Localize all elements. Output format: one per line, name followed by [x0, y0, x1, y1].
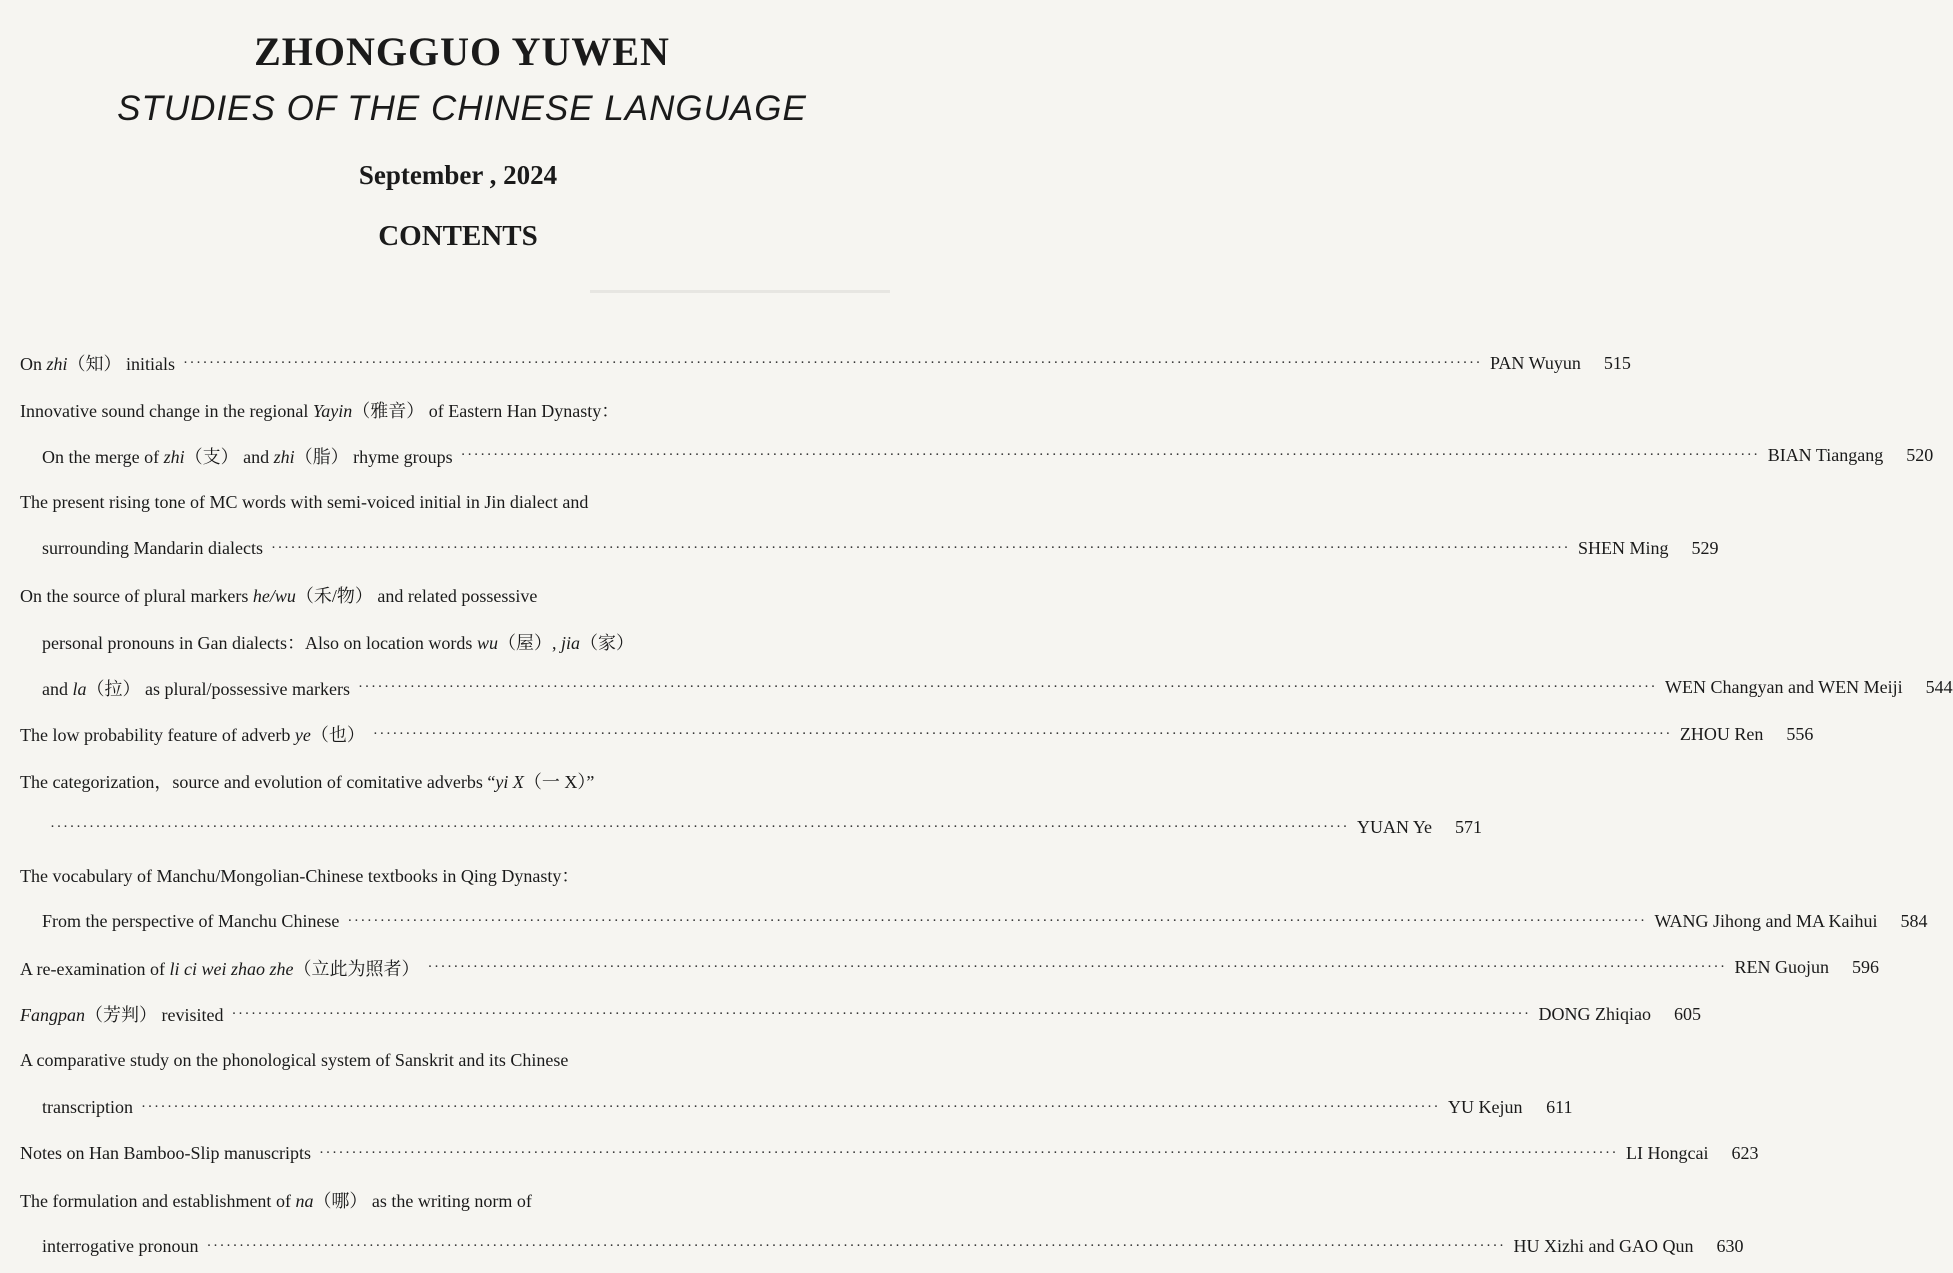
leader-dots: ········································································································································································································	[270, 540, 1570, 557]
entry-page-number: 605	[1674, 1003, 1701, 1024]
title-fragment: （雅音） of Eastern Han Dynasty：	[352, 400, 620, 421]
entry-title-text	[42, 1097, 133, 1118]
title-fragment: A comparative study on the phonological system of Sanskrit and its Chinese	[20, 1050, 569, 1071]
italic-term: yi X	[495, 771, 524, 792]
toc-entry	[20, 386, 1934, 479]
entry-author: HU Xizhi and GAO Qun	[1513, 1235, 1694, 1256]
entry-title-text	[20, 1143, 311, 1164]
entry-page-number: 529	[1691, 538, 1719, 559]
entry-author: PAN Wuyun	[1490, 352, 1581, 373]
leader-dots: ········································································································································································································	[50, 819, 1350, 836]
title-fragment: （芳判） revisited	[85, 1005, 224, 1026]
title-fragment: （禾/物） and related possessive	[295, 586, 538, 607]
title-fragment: interrogative pronoun	[42, 1235, 199, 1256]
entry-title-text	[20, 350, 175, 376]
leader-dots: ········································································································································································································	[183, 354, 1483, 371]
toc-line	[20, 340, 1631, 386]
title-fragment: The vocabulary of Manchu/Mongolian-Chinese textbooks in Qing Dynasty：	[20, 866, 580, 887]
toc-line	[20, 991, 1701, 1037]
entry-title-text	[20, 1050, 568, 1071]
title-fragment: personal pronouns in Gan dialects：Also on location words	[42, 632, 477, 653]
entry-title-text	[42, 675, 350, 701]
italic-term: li ci wei zhao zhe	[169, 958, 294, 979]
title-fragment: On the source of plural markers	[20, 586, 253, 607]
italic-term: zhi	[163, 446, 185, 467]
entry-title-text	[42, 629, 634, 655]
italic-term: jia	[560, 632, 580, 653]
toc-entry	[20, 711, 1814, 757]
title-fragment: transcription	[42, 1096, 133, 1117]
entry-page-number: 515	[1603, 352, 1631, 373]
entry-title-text	[20, 492, 588, 513]
title-fragment: （支） and	[184, 446, 274, 467]
entry-author: YU Kejun	[1448, 1096, 1523, 1117]
toc-line	[20, 758, 894, 804]
entry-title-text	[20, 721, 365, 747]
entry-page-number: 520	[1906, 445, 1934, 466]
entry-page-number: 623	[1731, 1142, 1759, 1163]
title-fragment: （知） initials	[67, 354, 176, 375]
title-fragment: The formulation and establishment of	[20, 1190, 296, 1211]
toc-line	[20, 804, 1483, 852]
entry-page-number: 571	[1455, 817, 1483, 838]
entry-page-number: 596	[1851, 957, 1879, 978]
title-fragment: Notes on Han Bamboo-Slip manuscripts	[20, 1142, 311, 1163]
title-fragment: From the perspective of Manchu Chinese	[42, 910, 340, 931]
toc-entry	[20, 340, 1631, 386]
leader-dots: ········································································································································································································	[372, 725, 1672, 742]
entry-author: LI Hongcai	[1626, 1142, 1709, 1163]
entry-page-number: 556	[1786, 723, 1814, 744]
entry-page-number: 584	[1900, 910, 1928, 931]
leader-dots: ········································································································································································································	[140, 1098, 1441, 1115]
italic-term: he/wu	[252, 586, 296, 607]
entry-author: WANG Jihong and MA Kaihui	[1654, 910, 1878, 931]
title-fragment: The low probability feature of adverb	[20, 725, 295, 746]
table-of-contents	[20, 340, 1953, 1269]
entry-title-text	[20, 1187, 532, 1213]
entry-page-number: 544	[1925, 677, 1953, 698]
toc-line	[20, 572, 894, 618]
toc-line	[20, 1223, 1744, 1269]
toc-line	[20, 386, 894, 432]
toc-line	[20, 433, 1934, 479]
title-fragment: On the merge of	[42, 446, 164, 467]
title-fragment: and	[42, 678, 73, 699]
toc-line	[20, 665, 1953, 711]
title-fragment: （脂） rhyme groups	[294, 446, 453, 467]
entry-title-text	[20, 582, 537, 608]
italic-term: Fangpan	[20, 1005, 85, 1026]
toc-entry	[20, 852, 1928, 945]
italic-term: na	[295, 1190, 314, 1211]
entry-title-text	[20, 397, 619, 423]
entry-title-text	[42, 911, 339, 932]
toc-entry	[20, 945, 1879, 991]
leader-dots: ········································································································································································································	[206, 1237, 1506, 1254]
title-fragment: （也）	[310, 725, 365, 746]
leader-dots: ········································································································································································································	[357, 679, 1657, 696]
toc-entry	[20, 991, 1701, 1037]
entry-author: BIAN Tiangang	[1767, 445, 1884, 466]
entry-title-text	[20, 1001, 223, 1027]
italic-term: zhi	[273, 446, 295, 467]
journal-title: ZHONGGUO YUWEN	[254, 29, 670, 74]
title-fragment: （哪） as the writing norm of	[313, 1190, 532, 1211]
italic-term: wu	[476, 632, 498, 653]
toc-line	[20, 1130, 1759, 1176]
title-fragment: A re-examination of	[20, 958, 170, 979]
leader-dots: ········································································································································································································	[347, 912, 1647, 929]
title-fragment: （拉） as plural/possessive markers	[86, 678, 350, 699]
leader-dots: ········································································································································································································	[231, 1005, 1531, 1022]
issue-date: September , 2024	[358, 160, 558, 190]
toc-line	[20, 711, 1814, 757]
entry-title-text	[20, 955, 419, 981]
title-fragment: The present rising tone of MC words with semi-voiced initial in Jin dialect and	[20, 491, 589, 512]
entry-page-number: 611	[1546, 1096, 1573, 1117]
contents-heading: CONTENTS	[378, 220, 538, 252]
toc-line	[20, 1037, 894, 1083]
entry-author: WEN Changyan and WEN Meiji	[1665, 677, 1903, 698]
italic-term: Yayin	[312, 400, 353, 421]
title-fragment: （屋）,	[497, 632, 561, 653]
title-fragment: On	[20, 354, 47, 375]
entry-page-number: 630	[1716, 1235, 1744, 1256]
toc-line	[20, 526, 1719, 572]
title-fragment: （立此为照者）	[293, 958, 420, 979]
entry-author: SHEN Ming	[1577, 538, 1669, 559]
title-fragment: The categorization，source and evolution of comitative adverbs “	[20, 771, 496, 792]
title-fragment: （家）	[579, 632, 634, 653]
title-fragment: surrounding Mandarin dialects	[42, 538, 263, 559]
toc-line	[20, 898, 1928, 944]
leader-dots: ········································································································································································································	[427, 959, 1727, 976]
toc-line	[20, 945, 1879, 991]
toc-entry	[20, 479, 1719, 572]
entry-title-text	[42, 538, 263, 559]
leader-dots: ········································································································································································································	[318, 1144, 1619, 1161]
toc-line	[20, 1084, 1573, 1130]
title-fragment: （一 X）”	[523, 771, 595, 792]
journal-subtitle: STUDIES OF THE CHINESE LANGUAGE	[117, 89, 807, 128]
toc-entry	[20, 758, 1483, 852]
italic-term: ye	[294, 725, 311, 746]
toc-line	[20, 852, 894, 898]
toc-entry	[20, 1130, 1759, 1176]
toc-entry	[20, 1177, 1744, 1270]
leader-dots: ········································································································································································································	[460, 447, 1760, 464]
entry-author: REN Guojun	[1734, 957, 1829, 978]
entry-author: DONG Zhiqiao	[1538, 1003, 1651, 1024]
italic-term: la	[72, 678, 87, 699]
entry-title-text	[20, 862, 579, 888]
toc-entry	[20, 572, 1953, 711]
toc-entry	[20, 1037, 1573, 1130]
toc-line	[20, 1177, 894, 1223]
italic-term: zhi	[46, 354, 68, 375]
entry-title-text	[42, 443, 453, 469]
toc-line	[20, 618, 894, 664]
entry-title-text	[42, 1236, 198, 1257]
title-fragment: Innovative sound change in the regional	[20, 400, 313, 421]
entry-title-text	[20, 768, 594, 794]
entry-author: ZHOU Ren	[1679, 723, 1764, 744]
toc-line	[20, 479, 894, 525]
entry-author: YUAN Ye	[1357, 817, 1433, 838]
